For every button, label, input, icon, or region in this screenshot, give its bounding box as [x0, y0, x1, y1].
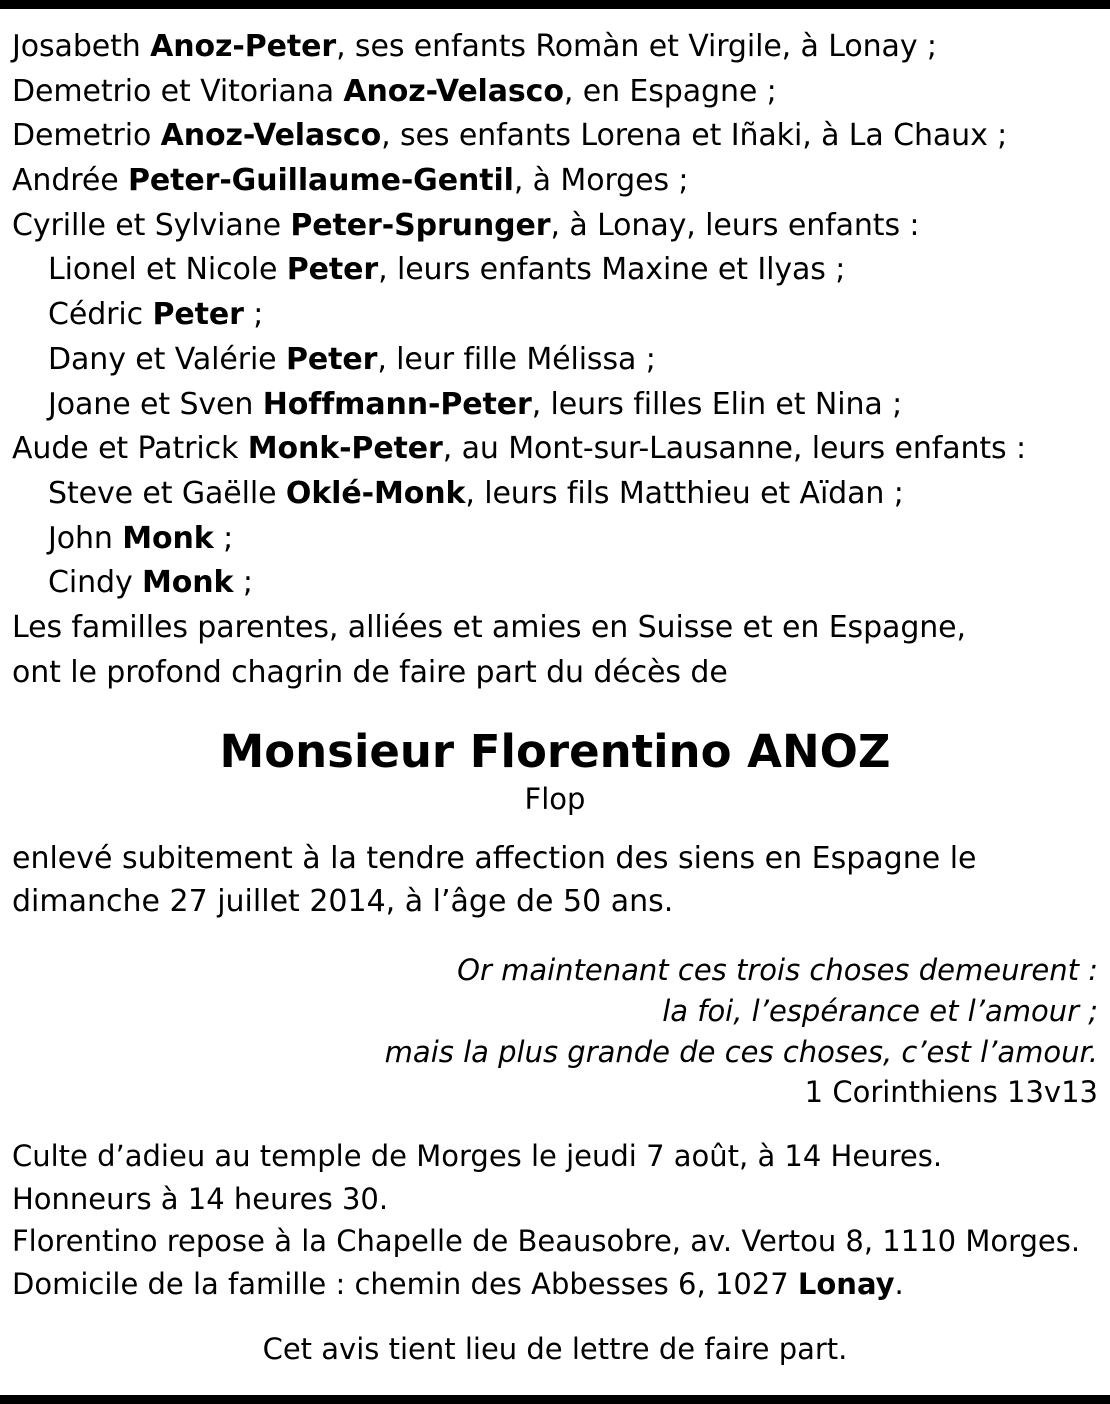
family-line: [12, 114, 1098, 159]
family-line: [12, 25, 1098, 70]
family-line: [12, 383, 1098, 428]
detail-line: [12, 1135, 1098, 1178]
line-text: Aude et Patrick: [12, 431, 248, 467]
family-name-bold: Anoz-Velasco: [160, 118, 382, 154]
family-line: [12, 651, 1098, 696]
deceased-nickname: Flop: [524, 782, 586, 817]
top-border-rule: [0, 0, 1110, 9]
detail-line: [12, 1263, 1098, 1306]
line-text: Cindy: [48, 565, 143, 601]
family-name-bold: Monk: [122, 520, 214, 556]
family-name-bold: Peter: [286, 252, 379, 288]
quote-line: la foi, l’espérance et l’amour ;: [662, 993, 1098, 1028]
line-text: ;: [233, 565, 253, 601]
family-line: [12, 517, 1098, 562]
line-text: , leurs enfants Maxine et Ilyas ;: [378, 252, 846, 288]
line-text: Josabeth: [12, 29, 151, 64]
family-name-bold: Peter: [285, 341, 378, 377]
line-text: Steve et Gaëlle: [48, 475, 286, 511]
family-line: [12, 338, 1098, 383]
family-name-bold: Anoz-Velasco: [343, 73, 564, 109]
line-text: , leurs fils Matthieu et Aïdan ;: [465, 475, 904, 511]
line-text: , en Espagne ;: [563, 73, 777, 109]
scripture-source: 1 Corinthiens 13v13: [804, 1075, 1098, 1110]
announcement-last-line: dimanche 27 juillet 2014, à l’âge de 50 ans.: [12, 883, 674, 919]
family-line: [12, 606, 1098, 651]
line-text: , ses enfants Lorena et Iñaki, à La Chaux ;: [381, 118, 1008, 154]
detail-text: Honneurs à 14 heures 30.: [12, 1181, 389, 1216]
family-line: [12, 204, 1098, 249]
line-text: Lionel et Nicole: [48, 252, 287, 288]
line-text: , au Mont-sur-Lausanne, leurs enfants :: [442, 431, 1027, 467]
line-text: Andrée: [12, 163, 129, 199]
line-text: John: [48, 520, 123, 556]
notice-content: [0, 9, 1110, 1366]
detail-bold: Lonay: [797, 1266, 895, 1301]
scripture-quote: [12, 950, 1098, 1074]
line-text: , à Morges ;: [513, 163, 689, 199]
quote-line: Or maintenant ces trois choses demeurent :: [457, 952, 1098, 987]
line-text: Demetrio et Vitoriana: [12, 73, 344, 109]
family-line: [12, 70, 1098, 115]
line-text: ont le profond chagrin de faire part du décès de: [12, 654, 728, 690]
line-text: , à Lonay, leurs enfants :: [550, 207, 920, 243]
family-name-bold: Peter-Sprunger: [290, 207, 551, 243]
line-text: Cyrille et Sylviane: [12, 207, 291, 243]
family-name-bold: Oklé-Monk: [285, 475, 466, 511]
closing-statement: Cet avis tient lieu de lettre de faire part.: [262, 1331, 848, 1366]
family-name-bold: Monk: [142, 565, 234, 601]
family-name-bold: Anoz-Peter: [150, 29, 337, 64]
line-text: Les familles parentes, alliées et amies en Suisse et en Espagne,: [12, 609, 966, 645]
family-name-bold: Peter-Guillaume-Gentil: [128, 163, 514, 199]
service-details: [12, 1135, 1098, 1306]
quote-line: mais la plus grande de ces choses, c’est l’amour.: [384, 1034, 1098, 1069]
family-line: [12, 159, 1098, 204]
detail-text: Culte d’adieu au temple de Morges le jeudi 7 août, à 14 Heures.: [12, 1139, 943, 1174]
line-text: , leur fille Mélissa ;: [377, 341, 656, 377]
bottom-border-rule: [0, 1395, 1110, 1404]
family-line: [12, 561, 1098, 606]
detail-line: [12, 1220, 1098, 1263]
detail-line: [12, 1178, 1098, 1221]
family-line: [12, 427, 1098, 472]
detail-text: .: [894, 1266, 904, 1301]
line-text: ;: [243, 297, 264, 333]
announcement-text: [12, 838, 1098, 923]
detail-text: Domicile de la famille : chemin des Abbesses 6, 1027: [12, 1266, 798, 1301]
line-text: , leurs filles Elin et Nina ;: [531, 386, 903, 422]
line-text: Demetrio: [12, 118, 161, 154]
line-text: Dany et Valérie: [48, 341, 286, 377]
family-name-bold: Monk-Peter: [247, 431, 443, 467]
family-name-bold: Peter: [152, 297, 244, 333]
line-text: Cédric: [48, 297, 153, 333]
line-text: , ses enfants Romàn et Virgile, à Lonay ;: [336, 29, 937, 64]
announcement-first-part: enlevé subitement à la tendre affection des siens en Espagne le: [12, 841, 977, 877]
family-list: [12, 25, 1098, 695]
family-name-bold: Hoffmann-Peter: [262, 386, 532, 422]
line-text: ;: [213, 520, 234, 556]
family-line: [12, 248, 1098, 293]
deceased-name: Monsieur Florentino ANOZ: [219, 725, 891, 779]
family-line: [12, 472, 1098, 517]
family-line: [12, 293, 1098, 338]
detail-text: Florentino repose à la Chapelle de Beausobre, av. Vertou 8, 1110 Morges.: [12, 1224, 1081, 1259]
line-text: Joane et Sven: [48, 386, 263, 422]
